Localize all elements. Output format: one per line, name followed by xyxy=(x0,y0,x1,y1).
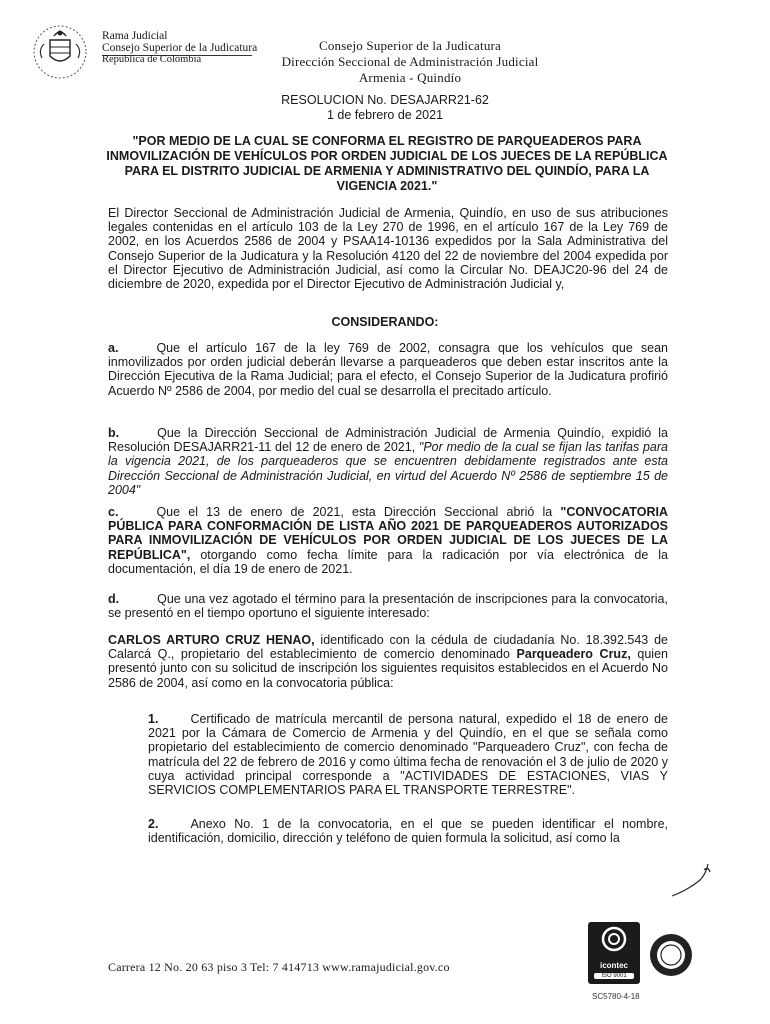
council-line-2: Dirección Seccional de Administración Judicial xyxy=(281,54,539,69)
footer-address: Carrera 12 No. 20 63 piso 3 Tel: 7 414713 www.ramajudicial.gov.co xyxy=(108,960,450,974)
council-heading xyxy=(250,38,570,86)
paragraph-b-quote: "Por medio de la cual se fijan las tarifas para la vigencia 2021, de los parqueaderos que se encuentren debidamente registrados ante esta Dirección Seccional de Administración Judicial, en virtud del Acuerdo Nº 2586 de septiembre 15 de 2004" xyxy=(108,440,668,497)
branch-name xyxy=(102,30,257,54)
item-number: 2. xyxy=(148,817,159,831)
item-number: 1. xyxy=(148,712,159,726)
iso-label: ISO 9001 xyxy=(594,973,634,979)
applicant-paragraph xyxy=(108,633,668,690)
letter-b: b. xyxy=(108,426,120,440)
resolution-number: RESOLUCION No. DESAJARR21-62 xyxy=(281,93,489,107)
signature-icon xyxy=(670,860,720,900)
icontec-icon xyxy=(588,922,640,956)
letter-a: a. xyxy=(108,341,119,355)
paragraph-a-text: Que el artículo 167 de la ley 769 de 2002, consagra que los vehículos que sean inmovilizados por orden judicial deberán llevarse a parqueaderos que deben estar inscritos ante la Dirección Ejecutiva de la Rama Judicial; para el efecto, el Consejo Superior de la Judicatura profirió Acuerdo Nº 2586 de 2004, por medio del cual se desarrolla el precitado artículo. xyxy=(108,341,668,398)
paragraph-d-text: Que una vez agotado el término para la presentación de inscripciones para la convocatoria, se presentó en el tiempo oportuno el siguiente interesado: xyxy=(108,592,668,621)
document-code: SC5780-4-18 xyxy=(592,992,640,1001)
icontec-logo xyxy=(588,922,640,984)
council-line-1: Consejo Superior de la Judicatura xyxy=(318,38,502,53)
item-text: Anexo No. 1 de la convocatoria, en el que se pueden identificar el nombre, identificación, domicilio, dirección y teléfono de quien formula la solicitud, así como la xyxy=(148,817,668,846)
resolution-title: "POR MEDIO DE LA CUAL SE CONFORMA EL REGISTRO DE PARQUEADEROS PARA INMOVILIZACIÓN DE VEHÍCULOS POR ORDEN JUDICIAL DE LOS JUECES DE LA REPÚBLICA PARA EL DISTRITO JUDICIAL DE ARMENIA Y ADMINISTRATIVO DEL QUINDÍO, PARA LA VIGENCIA 2021." xyxy=(106,134,668,193)
paragraph-c-text: Que el 13 de enero de 2021, esta Dirección Seccional abrió la xyxy=(156,505,553,519)
applicant-name: CARLOS ARTURO CRUZ HENAO, xyxy=(108,633,315,647)
considerando-heading: CONSIDERANDO: xyxy=(331,315,439,329)
item-text: Certificado de matrícula mercantil de persona natural, expedido el 18 de enero de 2021 por la Cámara de Comercio de Armenia y del Quindío, en el que se señala como propietario del establecimiento de comercio denominado "Parqueadero Cruz", con fecha de matrícula del 22 de febrero de 2016 y como última fecha de renovación el 3 de julio de 2020 y cuya actividad principal corresponde a "ACTIVIDADES DE ESTACIONES, VIAS Y SERVICIOS COMPLEMENTARIOS PARA EL TRANSPORTE TERRESTRE". xyxy=(148,712,668,798)
letter-d: d. xyxy=(108,592,120,606)
icontec-label: icontec xyxy=(599,961,628,970)
paragraph-a xyxy=(108,341,668,398)
branch-line-1: Rama Judicial xyxy=(102,30,168,42)
resolution-date: 1 de febrero de 2021 xyxy=(326,108,444,122)
branch-line-2: Consejo Superior de la Judicatura xyxy=(102,42,258,54)
republic-name: República de Colombia xyxy=(102,54,202,65)
intro-paragraph: El Director Seccional de Administración Judicial de Armenia, Quindío, en uso de sus atribuciones legales contenidas en el artículo 103 de la Ley 270 de 1996, en el artículo 167 de la Ley 769 de 2002, en los Acuerdos 2586 de 2004 y PSAA14-10136 expedidos por la Sala Administrativa del Consejo Superior de la Judicatura y la Resolución 4120 del 22 de noviembre del 2004 expedida por el Director Ejecutivo de Administración Judicial, así como la Circular No. DEAJC20-96 del 24 de diciembre de 2020, expedida por el Director Ejecutivo de Administración Judicial y, xyxy=(108,206,668,292)
resolution-header xyxy=(0,93,770,123)
paragraph-c xyxy=(108,505,668,576)
paragraph-c-text-end: otorgando como fecha límite para la radicación por vía electrónica de la documentación, el día 19 de enero de 2021. xyxy=(108,547,668,576)
paragraph-d xyxy=(108,592,668,620)
paragraph-c-convocatoria: "CONVOCATORIA PÚBLICA PARA CONFORMACIÓN DE LISTA AÑO 2021 DE PARQUEADEROS AUTORIZADOS PARA INMOVILIZACIÓN DE VEHÍCULOS POR ORDEN JUDICIAL DE LOS JUECES DE LA REPÚBLICA", xyxy=(108,505,668,562)
business-name: Parqueadero Cruz, xyxy=(516,647,631,662)
applicant-text-end: quien presentó junto con su solicitud de inscripción los siguientes requisitos establecidos en el Acuerdo No 2586 de 2004, así como en la convocatoria pública: xyxy=(108,647,668,690)
requirement-item xyxy=(148,712,668,797)
coat-of-arms-icon xyxy=(28,22,92,82)
applicant-text: identificado con la cédula de ciudadanía No. 18.392.543 de Calarcá Q., propietario del establecimiento de comercio denominado xyxy=(108,633,668,662)
iqnet-logo-icon xyxy=(648,932,694,978)
council-line-3: Armenia - Quindío xyxy=(358,70,462,85)
paragraph-b-text: Que la Dirección Seccional de Administración Judicial de Armenia Quindío, expidió la Resolución DESAJARR21-11 del 12 de enero de 2021, xyxy=(108,426,668,455)
paragraph-b xyxy=(108,426,668,497)
requirement-item xyxy=(148,817,668,845)
letter-c: c. xyxy=(108,505,119,519)
